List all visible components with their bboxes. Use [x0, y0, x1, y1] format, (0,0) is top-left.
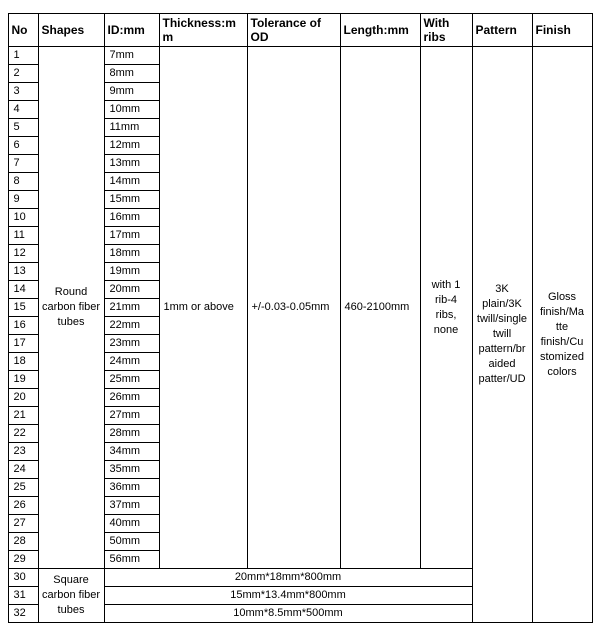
id-cell: 25mm — [104, 371, 159, 389]
id-cell: 50mm — [104, 533, 159, 551]
row-number: 16 — [8, 317, 38, 335]
table-body — [8, 47, 592, 623]
row-number: 7 — [8, 155, 38, 173]
header-length: Length:mm — [340, 14, 420, 47]
id-cell: 17mm — [104, 227, 159, 245]
id-cell: 37mm — [104, 497, 159, 515]
row-number: 22 — [8, 425, 38, 443]
id-cell: 36mm — [104, 479, 159, 497]
row-number: 30 — [8, 569, 38, 587]
row-number: 13 — [8, 263, 38, 281]
product-spec-table — [8, 13, 593, 623]
id-cell: 12mm — [104, 137, 159, 155]
finish-cell: Gloss finish/Matte finish/Customized colors — [532, 47, 592, 623]
length-cell: 460-2100mm — [340, 47, 420, 569]
row-number: 5 — [8, 119, 38, 137]
row-number: 3 — [8, 83, 38, 101]
row-number: 17 — [8, 335, 38, 353]
id-cell: 14mm — [104, 173, 159, 191]
header-id: ID:mm — [104, 14, 159, 47]
id-cell: 40mm — [104, 515, 159, 533]
id-cell: 19mm — [104, 263, 159, 281]
row-number: 8 — [8, 173, 38, 191]
id-cell: 21mm — [104, 299, 159, 317]
row-number: 11 — [8, 227, 38, 245]
row-number: 2 — [8, 65, 38, 83]
ribs-cell: with 1 rib-4 ribs, none — [420, 47, 472, 569]
id-cell: 23mm — [104, 335, 159, 353]
id-cell: 28mm — [104, 425, 159, 443]
table-header — [8, 14, 592, 47]
row-number: 14 — [8, 281, 38, 299]
header-shapes: Shapes — [38, 14, 104, 47]
id-cell: 18mm — [104, 245, 159, 263]
header-finish: Finish — [532, 14, 592, 47]
id-cell: 9mm — [104, 83, 159, 101]
shape-cell: Square carbon fiber tubes — [38, 569, 104, 623]
row-number: 32 — [8, 605, 38, 623]
id-cell: 8mm — [104, 65, 159, 83]
id-cell: 11mm — [104, 119, 159, 137]
shape-cell: Round carbon fiber tubes — [38, 47, 104, 569]
id-cell: 22mm — [104, 317, 159, 335]
id-cell: 34mm — [104, 443, 159, 461]
header-no: No — [8, 14, 38, 47]
row-number: 28 — [8, 533, 38, 551]
row-number: 25 — [8, 479, 38, 497]
tolerance-cell: +/-0.03-0.05mm — [247, 47, 340, 569]
pattern-cell: 3K plain/3K twill/single twill pattern/braided patter/UD — [472, 47, 532, 623]
row-number: 29 — [8, 551, 38, 569]
id-cell: 26mm — [104, 389, 159, 407]
header-tolerance: Tolerance of OD — [247, 14, 340, 47]
thickness-cell: 1mm or above — [159, 47, 247, 569]
row-number: 27 — [8, 515, 38, 533]
round-row — [8, 47, 592, 65]
header-pattern: Pattern — [472, 14, 532, 47]
row-number: 15 — [8, 299, 38, 317]
row-number: 6 — [8, 137, 38, 155]
row-number: 1 — [8, 47, 38, 65]
dims-cell: 10mm*8.5mm*500mm — [104, 605, 472, 623]
row-number: 18 — [8, 353, 38, 371]
row-number: 24 — [8, 461, 38, 479]
row-number: 10 — [8, 209, 38, 227]
row-number: 4 — [8, 101, 38, 119]
row-number: 12 — [8, 245, 38, 263]
dims-cell: 15mm*13.4mm*800mm — [104, 587, 472, 605]
header-row — [8, 14, 592, 47]
row-number: 9 — [8, 191, 38, 209]
id-cell: 15mm — [104, 191, 159, 209]
id-cell: 10mm — [104, 101, 159, 119]
id-cell: 24mm — [104, 353, 159, 371]
id-cell: 27mm — [104, 407, 159, 425]
header-ribs: With ribs — [420, 14, 472, 47]
row-number: 21 — [8, 407, 38, 425]
row-number: 26 — [8, 497, 38, 515]
row-number: 19 — [8, 371, 38, 389]
id-cell: 20mm — [104, 281, 159, 299]
dims-cell: 20mm*18mm*800mm — [104, 569, 472, 587]
header-thickness: Thickness:mm — [159, 14, 247, 47]
row-number: 23 — [8, 443, 38, 461]
id-cell: 16mm — [104, 209, 159, 227]
id-cell: 7mm — [104, 47, 159, 65]
row-number: 31 — [8, 587, 38, 605]
row-number: 20 — [8, 389, 38, 407]
id-cell: 13mm — [104, 155, 159, 173]
id-cell: 56mm — [104, 551, 159, 569]
id-cell: 35mm — [104, 461, 159, 479]
